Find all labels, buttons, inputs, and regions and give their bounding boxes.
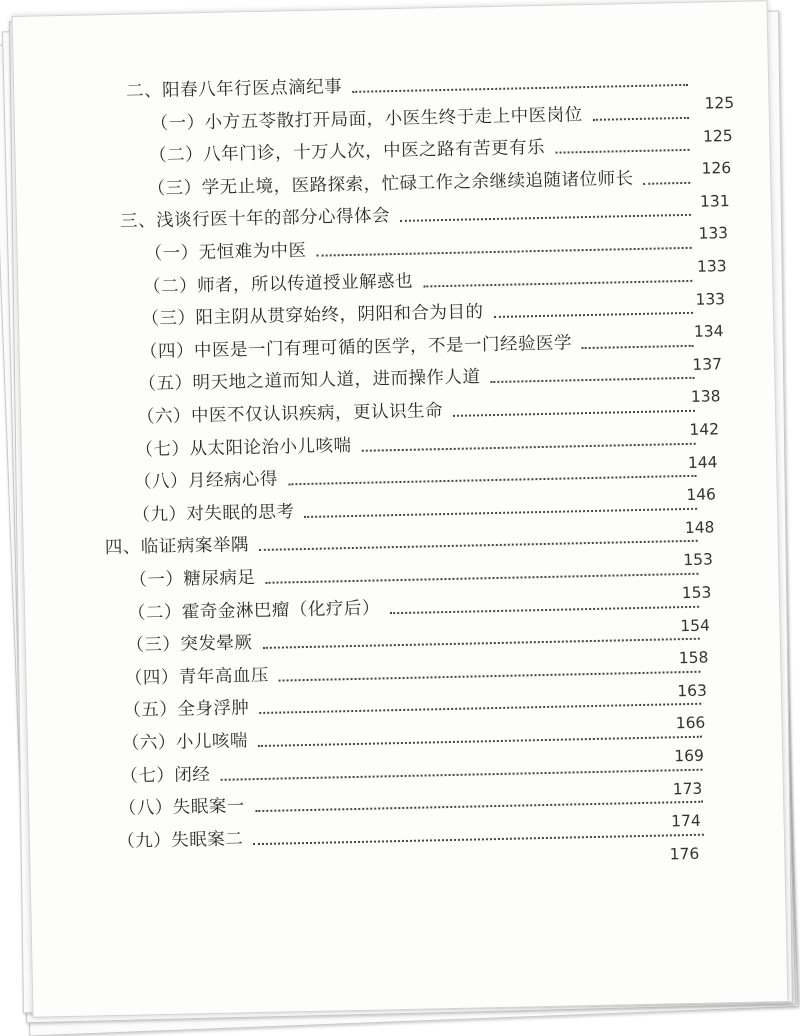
dot-leader: [582, 345, 694, 349]
toc-page-number: 125: [704, 93, 735, 113]
toc-entry-label: （二）霍奇金淋巴瘤（化疗后）: [127, 598, 381, 624]
toc-entry-label: （二）师者，所以传道授业解惑也: [142, 271, 414, 297]
toc-entry-label: （七）闭经: [120, 764, 211, 787]
toc-entry: [144, 228, 699, 266]
dot-leader: [265, 573, 698, 584]
toc-page-number: 133: [696, 257, 727, 276]
toc-page-number: 138: [690, 387, 721, 407]
toc-entry-label: （四）中医是一门有理可循的医学，不是一门经验医学: [139, 333, 573, 363]
dot-leader: [259, 703, 701, 714]
toc-page-number: 126: [701, 159, 732, 178]
toc-entry-label: （一）无恒难为中医: [144, 240, 307, 265]
toc-page-number: 133: [698, 224, 729, 244]
toc-entry: [150, 97, 697, 134]
dot-leader: [491, 377, 695, 383]
toc-entry-label: （一）小方五苓散打开局面，小医生终于走上中医岗位: [150, 104, 583, 134]
toc-entry: [140, 325, 702, 363]
toc-entry-label: 四、临证病案举隅: [104, 535, 250, 559]
toc-entry: [129, 554, 706, 592]
dot-leader: [423, 279, 692, 287]
toc-page-number: 125: [702, 126, 733, 146]
dot-leader: [390, 605, 699, 613]
dot-leader: [593, 116, 689, 120]
toc-entry-label: （三）阳主阴从贯穿始终，阴阳和合为目的: [141, 302, 484, 330]
toc-entry: [141, 293, 701, 331]
toc-entry-label: （八）失眠案一: [118, 796, 245, 820]
dot-leader: [555, 149, 689, 154]
toc-entry-label: 三、浅谈行医十年的部分心得体会: [119, 206, 391, 233]
dot-leader: [494, 312, 693, 318]
toc-page: [12, 0, 789, 1018]
toc-entry: [105, 521, 706, 560]
toc-page-number: 169: [674, 746, 705, 766]
toc-entry-label: （二）八年门诊，十万人次，中医之路有苦更有乐: [148, 138, 546, 167]
dot-leader: [255, 801, 703, 812]
toc-entry-label: （九）失眠案二: [117, 829, 244, 852]
dot-leader: [352, 84, 688, 93]
toc-page-number: 137: [692, 355, 723, 374]
toc-entry: [138, 358, 702, 396]
toc-entry: [147, 162, 698, 200]
toc-entry-label: （四）青年高血压: [124, 665, 270, 689]
toc-entry: [123, 684, 709, 722]
toc-entry: [120, 746, 711, 787]
toc-page-number: 146: [686, 485, 717, 505]
toc-entry: [126, 65, 696, 103]
toc-page-number: 174: [671, 811, 701, 831]
toc-entry: [149, 130, 698, 167]
toc-entry-label: （六）小儿咳喘: [121, 731, 249, 754]
toc-entry: [143, 260, 701, 298]
dot-leader: [362, 442, 696, 451]
toc-entry-label: （六）中医不仅认识疾病，更认识生命: [136, 401, 444, 428]
toc-page-number: 158: [678, 648, 709, 668]
toc-entry-label: （九）对失眠的思考: [132, 502, 295, 526]
dot-leader: [279, 671, 701, 682]
toc-entry-label: （七）从太阳论治小儿咳喘: [135, 435, 352, 461]
dot-leader: [317, 247, 692, 257]
dot-leader: [259, 540, 698, 551]
toc-entry: [132, 488, 705, 526]
toc-page-number: 131: [699, 191, 730, 211]
toc-page-number: 133: [695, 289, 726, 309]
toc-entry-label: （三）突发晕厥: [126, 633, 253, 656]
toc-page-number: 148: [684, 518, 715, 537]
dot-leader: [258, 736, 702, 747]
toc-entry: [128, 586, 708, 624]
toc-page-number: 163: [677, 681, 708, 701]
toc-page-number: 154: [680, 616, 711, 635]
toc-page-number: 134: [693, 322, 724, 341]
toc-entry: [119, 782, 712, 820]
toc-entry: [137, 391, 703, 429]
toc-entry: [124, 648, 709, 689]
toc-page-number: 142: [689, 420, 720, 439]
toc-page-number: 153: [681, 583, 712, 603]
toc-entry: [122, 717, 710, 755]
dot-leader: [644, 182, 691, 185]
dot-leader: [262, 638, 699, 649]
dot-leader: [453, 410, 695, 417]
toc-entry-label: （五）全身浮肿: [123, 698, 250, 722]
dot-leader: [400, 214, 691, 222]
dot-leader: [305, 508, 698, 518]
toc-page-number: 153: [683, 550, 714, 570]
toc-entry: [135, 423, 704, 461]
dot-leader: [253, 834, 704, 845]
toc-entry-label: （三）学无止境，医路探索，忙碌工作之余继续追随诸位师长: [147, 168, 634, 200]
toc-entry: [126, 619, 708, 657]
toc-entry: [134, 456, 705, 494]
toc-page-number: 176: [669, 844, 700, 864]
toc-entry-label: （五）明天地之道而知人道，进而操作人道: [138, 367, 481, 395]
dot-leader: [220, 768, 702, 780]
table-of-contents: [13, 1, 767, 864]
toc-entry: [117, 811, 712, 852]
toc-entry-label: 二、阳春八年行医点滴纪事: [125, 77, 343, 102]
toc-entry: [120, 195, 699, 233]
dot-leader: [288, 475, 696, 486]
toc-page-number: 144: [687, 452, 718, 472]
toc-page-number: 173: [672, 779, 703, 798]
toc-entry-label: （一）糖尿病足: [129, 568, 256, 591]
toc-entry-label: （八）月经病心得: [133, 469, 279, 493]
toc-page-number: 166: [675, 714, 706, 733]
